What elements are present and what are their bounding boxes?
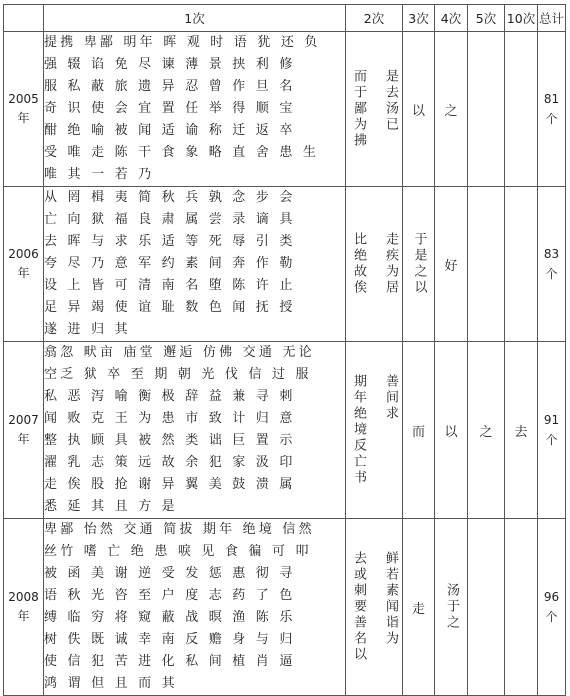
twice-word-column: 比绝故俟 bbox=[351, 232, 366, 296]
once-words-cell bbox=[44, 519, 346, 696]
word-line: 空乏 狱 卒 至 期 朝 光 伐 信 过 服 bbox=[44, 367, 312, 382]
total-cell bbox=[538, 519, 566, 696]
header-twice: 2次 bbox=[346, 5, 403, 32]
five-times-cell bbox=[468, 519, 505, 696]
three-times-cell bbox=[403, 32, 435, 187]
header-three-times: 3次 bbox=[403, 5, 435, 32]
twice-word-column: 善间求 bbox=[383, 374, 398, 422]
three-times-words: 于是之以 bbox=[411, 232, 427, 296]
word-line: 唯 其 一 若 乃 bbox=[44, 167, 155, 182]
year-cell bbox=[4, 342, 44, 519]
four-times-words: 之 bbox=[444, 103, 458, 119]
five-times-cell bbox=[468, 342, 505, 519]
twice-words-cell bbox=[346, 32, 403, 187]
table-row bbox=[4, 342, 566, 519]
twice-word-column: 期年绝境反亡书 bbox=[351, 374, 366, 486]
header-four-times: 4次 bbox=[435, 5, 468, 32]
once-words-cell bbox=[44, 187, 346, 342]
year-label: 2008 年 bbox=[8, 589, 39, 623]
ten-times-cell bbox=[505, 519, 538, 696]
total-cell bbox=[538, 342, 566, 519]
ten-times-words: 去 bbox=[514, 424, 528, 440]
five-times-words: 之 bbox=[479, 424, 493, 440]
total-count: 91 个 bbox=[543, 412, 560, 447]
year-cell bbox=[4, 519, 44, 696]
total-count: 96 个 bbox=[543, 589, 560, 624]
three-times-words: 而 bbox=[411, 424, 425, 440]
word-line: 缚 临 穷 将 窥 蔽 战 暝 渔 陈 乐 bbox=[44, 610, 296, 625]
year-label: 2006 年 bbox=[8, 246, 39, 280]
word-line: 闻 败 克 王 为 患 市 致 计 归 意 bbox=[44, 411, 296, 426]
three-times-words: 以 bbox=[411, 103, 425, 119]
word-line: 设 上 皆 可 清 南 名 堕 陈 许 止 bbox=[44, 278, 296, 293]
word-line: 翕忽 畎亩 庙堂 邂逅 仿佛 交通 无论 bbox=[44, 345, 315, 360]
word-line: 私 恶 泻 喻 衡 极 辞 益 兼 寻 刺 bbox=[44, 389, 296, 404]
header-once: 1次 bbox=[44, 5, 346, 32]
twice-word-column: 走疾为居 bbox=[383, 232, 398, 296]
year-label: 2007 年 bbox=[8, 412, 39, 446]
word-line: 强 辍 谄 免 尽 谏 薄 景 挟 利 修 bbox=[44, 57, 296, 72]
word-line: 夸 尽 乃 意 军 约 素 间 奔 作 勒 bbox=[44, 256, 296, 271]
word-line: 遂 进 归 其 bbox=[44, 322, 131, 337]
frequency-table bbox=[3, 4, 566, 696]
year-cell bbox=[4, 32, 44, 187]
four-times-words: 好 bbox=[444, 258, 458, 274]
word-line: 亡 向 狱 福 良 肃 属 尝 录 谪 具 bbox=[44, 212, 296, 227]
twice-word-column: 而于鄙为拂 bbox=[351, 69, 366, 149]
word-line: 语 秋 光 咨 至 户 度 志 药 了 色 bbox=[44, 588, 296, 603]
table-row bbox=[4, 32, 566, 187]
once-words-cell bbox=[44, 342, 346, 519]
once-words-cell bbox=[44, 32, 346, 187]
ten-times-cell bbox=[505, 32, 538, 187]
total-cell bbox=[538, 187, 566, 342]
word-line: 足 异 竭 使 谊 耻 数 色 闻 抚 授 bbox=[44, 300, 296, 315]
year-label: 2005 年 bbox=[8, 91, 39, 125]
three-times-cell bbox=[403, 519, 435, 696]
header-ten-times: 10次 bbox=[505, 5, 538, 32]
twice-word-column: 鲜若素闻诣为 bbox=[383, 551, 398, 647]
word-line: 丝竹 嗜 亡 绝 患 唳 见 食 徧 可 叩 bbox=[44, 544, 312, 559]
four-times-cell bbox=[435, 342, 468, 519]
word-line: 走 俟 股 抢 谢 异 翼 美 鼓 溃 属 bbox=[44, 477, 296, 492]
word-line: 提携 卑鄙 明年 晖 观 时 语 犹 还 负 bbox=[44, 35, 321, 50]
word-line: 整 执 顾 具 被 然 类 诎 巨 置 示 bbox=[44, 433, 296, 448]
total-count: 83 个 bbox=[543, 246, 560, 281]
four-times-cell bbox=[435, 519, 468, 696]
four-times-words: 以 bbox=[444, 424, 458, 440]
header-five-times: 5次 bbox=[468, 5, 505, 32]
four-times-cell bbox=[435, 187, 468, 342]
header-row bbox=[4, 5, 566, 32]
ten-times-cell bbox=[505, 342, 538, 519]
four-times-words: 汤于之 bbox=[444, 583, 459, 631]
twice-word-column: 去或刺要善名以 bbox=[351, 551, 366, 663]
word-line: 酣 绝 喻 被 闻 适 谕 称 迁 返 卒 bbox=[44, 123, 296, 138]
four-times-cell bbox=[435, 32, 468, 187]
five-times-cell bbox=[468, 187, 505, 342]
header-total: 总计 bbox=[538, 5, 566, 32]
word-line: 树 佚 既 诚 幸 南 反 赡 身 与 归 bbox=[44, 632, 296, 647]
three-times-words: 走 bbox=[411, 601, 425, 617]
total-count: 81 个 bbox=[543, 91, 560, 126]
word-line: 鸿 谓 但 且 而 其 bbox=[44, 676, 178, 691]
word-line: 使 信 犯 苦 进 化 私 间 植 肖 逼 bbox=[44, 654, 296, 669]
word-line: 悉 延 其 且 方 是 bbox=[44, 499, 178, 514]
twice-word-column: 是去汤已 bbox=[383, 69, 398, 133]
word-line: 被 函 美 谢 逆 受 发 惩 惠 彻 寻 bbox=[44, 566, 296, 581]
total-cell bbox=[538, 32, 566, 187]
table-row bbox=[4, 187, 566, 342]
year-cell bbox=[4, 187, 44, 342]
word-line: 服 私 蔽 旅 遗 异 忍 曾 作 旦 名 bbox=[44, 79, 296, 94]
header-year bbox=[4, 5, 44, 32]
word-line: 卑鄙 怡然 交通 简拔 期年 绝境 信然 bbox=[44, 522, 315, 537]
three-times-cell bbox=[403, 342, 435, 519]
word-line: 去 晖 与 求 乐 适 等 死 辱 引 类 bbox=[44, 234, 296, 249]
five-times-cell bbox=[468, 32, 505, 187]
twice-words-cell bbox=[346, 519, 403, 696]
three-times-cell bbox=[403, 187, 435, 342]
word-line: 从 罔 楫 夷 简 秋 兵 孰 念 步 会 bbox=[44, 190, 296, 205]
word-line: 奇 识 使 会 宜 置 任 举 得 顺 宝 bbox=[44, 101, 296, 116]
ten-times-cell bbox=[505, 187, 538, 342]
twice-words-cell bbox=[346, 342, 403, 519]
word-line: 濯 乳 志 策 远 故 余 犯 家 汲 印 bbox=[44, 455, 296, 470]
table-row bbox=[4, 519, 566, 696]
twice-words-cell bbox=[346, 187, 403, 342]
word-line: 受 唯 走 陈 干 食 象 略 直 舍 患 生 bbox=[44, 145, 320, 160]
